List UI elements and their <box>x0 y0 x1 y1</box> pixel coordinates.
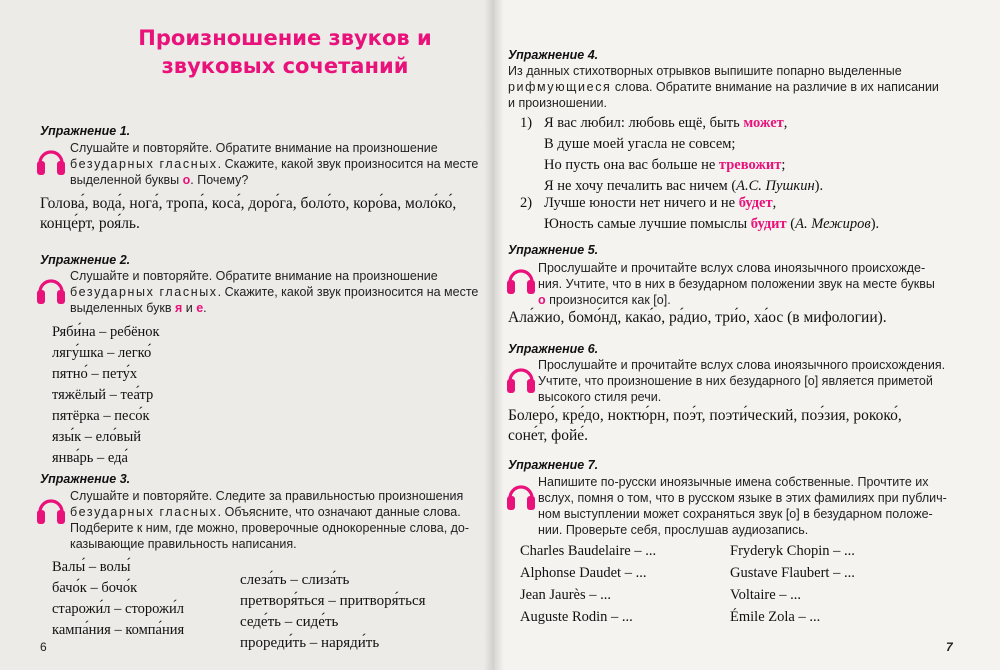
highlight-letter: о <box>182 173 191 187</box>
spaced-term: рифмующиеся <box>508 80 612 94</box>
instr-line <box>70 156 480 172</box>
exercise-6-words <box>508 406 988 446</box>
poem-line <box>520 113 823 134</box>
poem-author: А. Межиров <box>795 216 871 232</box>
rhyme-word: будит <box>750 216 787 232</box>
name-item: Alphonse Daudet – ... <box>520 565 647 581</box>
instr-text: . Скажите, какой звук произносится на месте <box>217 285 479 299</box>
exercise-1-heading: Упражнение 1. <box>40 124 131 138</box>
exercise-5-words: Ала́жио, бомо́нд, кака́о, ра́дио, три́о, ха́ос (в мифологии). <box>508 309 887 326</box>
exercise-7-heading: Упражнение 7. <box>508 458 599 472</box>
instr-text: . <box>203 301 207 315</box>
instr-text: выделенных букв <box>70 301 172 315</box>
name-item: Jean Jaurès – ... <box>520 587 612 603</box>
highlight-letter: е <box>196 301 204 315</box>
name-item: Émile Zola – ... <box>730 609 821 625</box>
headphones-icon[interactable] <box>506 361 536 395</box>
word-pair: Валы́ – волы́ <box>52 559 131 575</box>
exercise-7-names-right <box>730 540 855 628</box>
word-pair: янва́рь – еда́ <box>52 450 128 466</box>
poem-number: 2) <box>520 195 533 211</box>
word-pair: пятёрка – песо́к <box>52 408 150 424</box>
word-pair: старожи́л – сторожи́л <box>52 601 185 617</box>
name-item: Auguste Rodin – ... <box>520 609 633 625</box>
word-pair: пятно́ – пету́х <box>52 366 138 382</box>
word-line: конце́рт, роя́ль. <box>40 215 140 232</box>
headphones-icon[interactable] <box>36 272 66 306</box>
poem-text: Я вас любил: любовь ещё, быть <box>544 115 744 131</box>
poem-line <box>520 214 879 235</box>
exercise-5-heading: Упражнение 5. <box>508 243 599 257</box>
book-gutter <box>484 0 504 670</box>
instr-text: и <box>185 301 193 315</box>
exercise-2-instructions <box>70 268 480 316</box>
instr-line <box>538 292 988 308</box>
word-pair: претворя́ться – притворя́ться <box>240 593 426 609</box>
exercise-7-names-left <box>520 540 656 628</box>
name-item: Voltaire – ... <box>730 587 802 603</box>
page-number: 7 <box>946 640 953 654</box>
rhyme-word: может <box>743 115 784 131</box>
left-page <box>0 0 494 670</box>
instr-line: Прослушайте и прочитайте вслух слова иноязычного происхождения. <box>538 358 946 372</box>
rhyme-word: будет <box>738 195 773 211</box>
exercise-1-words <box>40 194 480 234</box>
instr-line: Слушайте и повторяйте. Обратите внимание на произношение <box>70 141 438 155</box>
instr-line: ном выступлении может сохраняться звук [о] в безударном положе- <box>538 507 933 521</box>
poem-text: , <box>783 115 788 131</box>
poem-text: Я не хочу печалить вас ничем ( <box>544 178 737 194</box>
instr-line: вслух, помня о том, что в русском языке в этих фамилиях при публич- <box>538 491 947 505</box>
headphones-icon[interactable] <box>36 492 66 526</box>
instr-line: Учтите, что произношение в них безударного [о] является приметой <box>538 374 933 388</box>
instr-line: Прослушайте и прочитайте вслух слова иноязычного происхожде- <box>538 261 926 275</box>
highlight-letter: о <box>538 293 546 307</box>
spaced-term: безударных гласных <box>70 157 218 171</box>
poem-text: Юность самые лучшие помыслы <box>544 216 751 232</box>
exercise-2-pairs <box>52 322 160 469</box>
exercise-4-instructions <box>508 63 978 111</box>
exercise-3-instructions <box>70 488 480 552</box>
exercise-3-left-column <box>52 557 184 641</box>
page-number: 6 <box>40 640 47 654</box>
word-pair: кампа́ния – компа́ния <box>52 622 185 638</box>
poem-text: ( <box>786 216 796 232</box>
headphones-icon[interactable] <box>506 262 536 296</box>
word-pair: Ряби́на – ребёнок <box>52 324 160 340</box>
poem-line: В душе моей угасла не совсем; <box>544 136 736 152</box>
highlight-letter: я <box>174 301 183 315</box>
word-line: соне́т, фойе́. <box>508 427 589 444</box>
headphones-icon[interactable] <box>36 143 66 177</box>
instr-line: высокого стиля речи. <box>538 390 662 404</box>
poem-text: Лучше юности нет ничего и не <box>544 195 739 211</box>
instr-text: слова. Обратите внимание на различие в их написании <box>611 80 939 94</box>
poem-number: 1) <box>520 115 533 131</box>
instr-line: нии. Проверьте себя, прослушав аудиозапись. <box>538 523 809 537</box>
exercise-3-right-column <box>240 570 426 654</box>
exercise-2-heading: Упражнение 2. <box>40 253 131 267</box>
spaced-term: безударных гласных <box>70 285 218 299</box>
poem-2 <box>520 193 879 235</box>
instr-line: и произношении. <box>508 96 608 110</box>
name-item: Charles Baudelaire – ... <box>520 543 657 559</box>
word-line: Болеро́, кре́до, ноктю́рн, поэ́т, поэти́ческий, поэ́зия, рококо́, <box>508 407 902 424</box>
spaced-term: безударных гласных <box>70 505 218 519</box>
page-title: Произношение звуков и звуковых сочетаний <box>138 26 432 78</box>
exercise-6-instructions <box>538 357 988 405</box>
instr-line: Напишите по-русски иноязычные имена собственные. Прочтите их <box>538 475 929 489</box>
instr-text: . Объясните, что означают данные слова. <box>217 505 461 519</box>
instr-line: Из данных стихотворных отрывков выпишите попарно выделенные <box>508 64 902 78</box>
exercise-7-instructions <box>538 474 988 538</box>
instr-line <box>70 300 480 316</box>
instr-line: Слушайте и повторяйте. Следите за правильностью произношения <box>70 489 464 503</box>
exercise-4-heading: Упражнение 4. <box>508 48 599 62</box>
exercise-1-instructions <box>70 140 480 188</box>
word-pair: язы́к – ело́вый <box>52 429 141 445</box>
word-line: Голова́, вода́, нога́, тропа́, коса́, доро́га, боло́то, коро́ва, моло́ко́, <box>40 195 457 212</box>
exercise-3-heading: Упражнение 3. <box>40 472 131 486</box>
instr-line <box>70 284 480 300</box>
instr-line <box>70 172 480 188</box>
poem-text: ). <box>870 216 880 232</box>
instr-line: Слушайте и повторяйте. Обратите внимание на произношение <box>70 269 438 283</box>
rhyme-word: тревожит <box>718 157 782 173</box>
poem-text: , <box>772 195 777 211</box>
name-item: Gustave Flaubert – ... <box>730 565 855 581</box>
word-pair: бачо́к – бочо́к <box>52 580 138 596</box>
instr-line: ния. Учтите, что в них в безударном положении звук на месте буквы <box>538 277 935 291</box>
word-pair: седе́ть – сиде́ть <box>240 614 339 630</box>
word-pair: прореди́ть – наряди́ть <box>240 635 380 651</box>
exercise-6-heading: Упражнение 6. <box>508 342 599 356</box>
word-pair: тяжёлый – теа́тр <box>52 387 154 403</box>
instr-text: выделенной буквы <box>70 173 180 187</box>
name-item: Fryderyk Chopin – ... <box>730 543 855 559</box>
word-pair: слеза́ть – слиза́ть <box>240 572 350 588</box>
word-pair: лягу́шка – легко́ <box>52 345 152 361</box>
poem-line <box>520 155 823 176</box>
poem-text: ). <box>814 178 824 194</box>
poem-author: А.С. Пушкин <box>736 178 815 194</box>
instr-line <box>70 504 480 520</box>
poem-1 <box>520 113 823 197</box>
instr-line: Подберите к ним, где можно, проверочные однокоренные слова, до- <box>70 521 470 535</box>
instr-line: казывающие правильность написания. <box>70 537 297 551</box>
headphones-icon[interactable] <box>506 478 536 512</box>
instr-line <box>508 79 978 95</box>
poem-text: Но пусть она вас больше не <box>544 157 719 173</box>
poem-line <box>520 193 879 214</box>
right-page <box>494 0 1000 670</box>
exercise-5-instructions <box>538 260 988 308</box>
instr-text: . Почему? <box>190 173 249 187</box>
instr-text: произносится как [о]. <box>545 293 671 307</box>
poem-text: ; <box>781 157 786 173</box>
instr-text: . Скажите, какой звук произносится на месте <box>217 157 479 171</box>
